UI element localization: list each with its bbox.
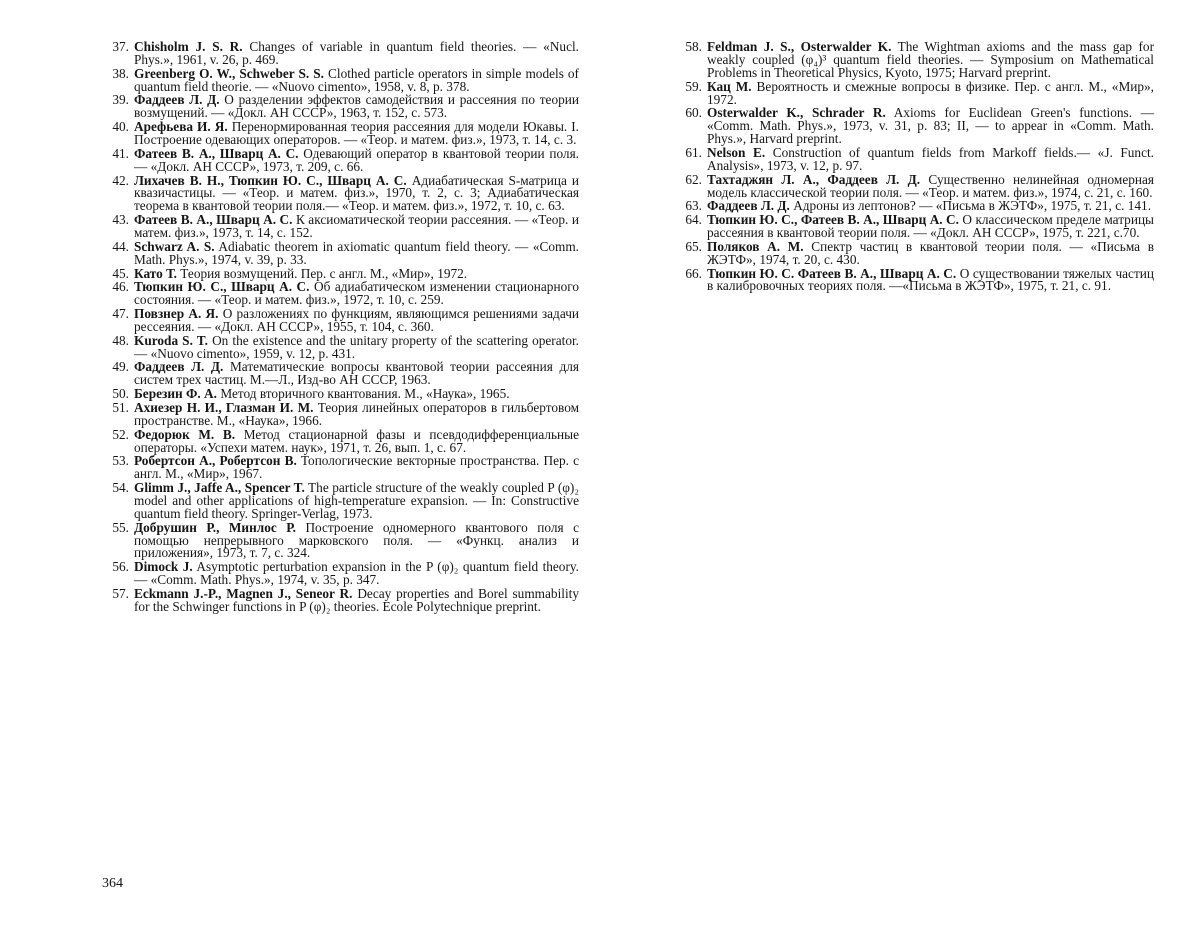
reference-text: Адроны из лептонов? — «Письма в ЖЭТФ», 1975, т. 21, с. 141.: [793, 198, 1152, 214]
reference-body: [129, 561, 579, 587]
reference-entry: [99, 482, 579, 521]
reference-entry: [99, 519, 579, 561]
reference-number: 49.: [112, 359, 129, 375]
reference-authors: Федорюк М. В.: [134, 426, 236, 442]
reference-number: 55.: [112, 519, 129, 535]
reference-number: 59.: [685, 78, 702, 94]
reference-text: Адиабатическая S-матрица и квазичастицы. — «Теор. и матем. физ.», 1970, т. 2, с. 3; Адиабатическая теорема в квантовой теории поля.— «Теор. и матем. физ.», 1972, т. 10, с. 63.: [134, 172, 580, 214]
reference-entry: [99, 172, 580, 214]
reference-authors: Лихачев В. Н., Тюпкин Ю. С., Шварц А. С.: [134, 172, 407, 188]
reference-body: [702, 78, 1154, 107]
reference-number: 62.: [685, 171, 702, 187]
reference-text: О классическом пределе матрицы рассеяния в квантовой теории поля. — «Докл. АН СССР», 1975, т. 221, с.70.: [707, 212, 1154, 241]
reference-authors: Фатеев В. А., Шварц А. С.: [134, 145, 299, 161]
reference-body: [129, 172, 580, 214]
page-number: 364: [102, 876, 123, 891]
reference-authors: Фаддеев Л. Д.: [707, 198, 790, 214]
reference-text: Clothed particle operators in simple models of quantum field theorie. — «Nuovo cimento», 1958, v. 8, p. 378.: [134, 65, 579, 94]
reference-authors: Тюпкин Ю. С., Шварц А. С.: [134, 279, 310, 295]
reference-body: [129, 94, 579, 120]
reference-authors: Chisholm J. S. R.: [134, 39, 243, 54]
reference-number: 51.: [112, 399, 129, 415]
reference-body: [129, 332, 579, 361]
reference-text: Axioms for Euclidean Green's functions. — «Comm. Math. Phys.», 1973, v. 31, p. 83; II, — to appear in «Comm. Math. Phys.», Harvard preprint.: [707, 105, 1154, 147]
reference-text: Одевающий оператор в квантовой теории поля. — «Докл. АН СССР», 1973, т. 209, с. 66.: [134, 145, 580, 174]
reference-authors: Добрушин Р., Минлос Р.: [134, 519, 296, 535]
reference-entry: [99, 121, 579, 147]
reference-text: Construction of quantum fields from Markoff fields.— «J. Funct. Analysis», 1973, v. 12, p. 97.: [707, 144, 1155, 173]
reference-number: 54.: [112, 480, 129, 496]
reference-authors: Поляков А. М.: [707, 238, 804, 254]
reference-text: On the existence and the unitary property of the scattering operator. — «Nuovo cimento», 1959, v. 12, p. 431.: [134, 332, 579, 361]
reference-authors: Тюпкин Ю. С. Фатеев В. А., Шварц А. С.: [707, 265, 957, 281]
reference-text: О разделении эффектов самодействия и рассеяния по теории возмущений. — «Докл. АН СССР», 1963, т. 152, с. 573.: [134, 92, 579, 121]
left-reference-column: [99, 41, 579, 615]
reference-number: 38.: [112, 65, 129, 81]
reference-number: 41.: [112, 145, 129, 161]
reference-text: Спектр частиц в квантовой теории поля. — «Письма в ЖЭТФ», 1974, т. 20, с. 430.: [707, 238, 1154, 267]
reference-text: The Wightman axioms and the mass gap for weakly coupled (φ₄)³ quantum field theories. — Symposium on Mathematical Problems in Theoretical Physics, Kyoto, 1975; Harvard preprint.: [707, 39, 1154, 80]
reference-authors: Eckmann J.-P., Magnen J., Seneor R.: [134, 585, 353, 601]
reference-authors: Березин Ф. А.: [134, 386, 217, 402]
reference-entry: [99, 145, 580, 174]
reference-authors: Робертсон А., Робертсон В.: [134, 453, 297, 469]
reference-body: [702, 238, 1154, 267]
reference-text: О существовании тяжелых частиц в калибровочных теориях поля. —«Письма в ЖЭТФ», 1975, т. 21, с. 91.: [707, 265, 1154, 294]
reference-number: 47.: [112, 306, 129, 322]
reference-number: 42.: [112, 172, 129, 188]
reference-body: [129, 455, 579, 481]
reference-body: [129, 585, 579, 614]
reference-number: 53.: [112, 453, 129, 469]
reference-number: 66.: [685, 265, 702, 281]
reference-body: [129, 399, 580, 428]
reference-entry: [99, 585, 579, 614]
reference-text: Об адиабатическом изменении стационарного состояния. — «Теор. и матем. физ.», 1972, т. 10, с. 259.: [134, 279, 579, 308]
reference-body: [129, 41, 579, 67]
reference-number: 58.: [685, 39, 702, 54]
reference-entry: [99, 361, 579, 387]
reference-body: [702, 41, 1154, 80]
reference-authors: Dimock J.: [134, 559, 193, 575]
reference-text: The particle structure of the weakly coupled P (φ)₂ model and other applications of high-temperature expansion. — In: Constructive quantum field theory. Springer-Verlag, 1973.: [134, 480, 579, 521]
reference-authors: Schwarz A. S.: [134, 238, 215, 254]
reference-entry: [672, 238, 1154, 267]
reference-text: Adiabatic theorem in axiomatic quantum field theory. — «Comm. Math. Phys.», 1974, v. 39, p. 33.: [134, 238, 580, 267]
reference-text: Asymptotic perturbation expansion in the P (φ)₂ quantum field theory. — «Comm. Math. Phys.», 1974, v. 35, p. 347.: [134, 559, 579, 588]
reference-body: [129, 361, 579, 387]
reference-number: 45.: [112, 265, 129, 281]
reference-authors: Тахтаджян Л. А., Фаддеев Л. Д.: [707, 171, 921, 187]
reference-entry: [99, 94, 579, 120]
reference-authors: Glimm J., Jaffe A., Spencer T.: [134, 480, 305, 496]
reference-entry: [672, 144, 1155, 173]
reference-entry: [99, 65, 579, 94]
reference-entry: [672, 171, 1154, 200]
reference-number: 56.: [112, 559, 129, 575]
reference-authors: Повзнер А. Я.: [134, 306, 219, 322]
reference-body: [129, 308, 579, 334]
reference-text: Метод стационарной фазы и псевдодифференциальные операторы. «Успехи матем. наук», 1971, т. 26, вып. 1, с. 67.: [134, 426, 579, 455]
reference-number: 48.: [112, 332, 129, 348]
reference-text: О разложениях по функциям, являющимся решениями задачи рессеяния. — «Докл. АН СССР», 1955, т. 104, с. 360.: [134, 306, 579, 334]
reference-body: [702, 107, 1154, 146]
reference-entry: [672, 265, 1154, 294]
reference-number: 61.: [685, 144, 702, 160]
reference-number: 65.: [685, 238, 702, 254]
reference-text: Построение одномерного квантового поля с помощью непрерывного марковского поля. — «Функц. анализ и приложения», 1973, т. 7, с. 324.: [134, 519, 579, 561]
reference-entry: [672, 78, 1154, 107]
reference-entry: [99, 281, 579, 307]
reference-authors: Кац М.: [707, 78, 752, 94]
reference-body: [129, 238, 580, 267]
reference-number: 37.: [112, 39, 129, 54]
reference-entry: [672, 107, 1154, 146]
reference-text: Decay properties and Borel summability for the Schwinger functions in P (φ)₂ theories. Ecole Polytechnique preprint.: [134, 585, 579, 614]
reference-text: Вероятность и смежные вопросы в физике. Пер. с англ. М., «Мир», 1972.: [707, 78, 1154, 107]
reference-body: [129, 519, 579, 561]
reference-number: 46.: [112, 279, 129, 295]
reference-entry: [99, 238, 580, 267]
reference-text: Теория возмущений. Пер. с англ. М., «Мир», 1972.: [180, 265, 468, 281]
reference-authors: Фаддеев Л. Д.: [134, 359, 224, 375]
reference-body: [129, 281, 579, 307]
reference-text: Математические вопросы квантовой теории рассеяния для систем трех частиц. М.—Л., Изд-во АН СССР, 1963.: [134, 359, 579, 388]
reference-body: [702, 144, 1155, 173]
reference-entry: [99, 332, 579, 361]
reference-text: Перенормированная теория рассеяния для модели Юкавы. I. Построение одевающих операторов. — «Теор. и матем. физ.», 1973, т. 14, с. 3.: [134, 119, 579, 148]
reference-body: [129, 482, 579, 521]
reference-authors: Фатеев В. А., Шварц А. С.: [134, 212, 293, 228]
reference-number: 63.: [685, 198, 702, 214]
reference-body: [129, 65, 579, 94]
reference-authors: Ахиезер Н. И., Глазман И. М.: [134, 399, 314, 415]
reference-number: 44.: [112, 238, 129, 254]
reference-entry: [99, 561, 579, 587]
reference-authors: Фаддеев Л. Д.: [134, 92, 220, 108]
reference-authors: Feldman J. S., Osterwalder K.: [707, 39, 892, 54]
reference-body: [702, 265, 1154, 294]
reference-number: 43.: [112, 212, 129, 228]
reference-number: 57.: [112, 585, 129, 601]
reference-number: 60.: [685, 105, 702, 121]
reference-authors: Като Т.: [134, 265, 177, 281]
reference-authors: Арефьева И. Я.: [134, 119, 228, 135]
reference-authors: Osterwalder K., Schrader R.: [707, 105, 886, 121]
reference-body: [129, 145, 580, 174]
reference-text: Теория линейных операторов в гильбертовом пространстве. М., «Наука», 1966.: [134, 399, 580, 428]
reference-text: К аксиоматической теории рассеяния. — «Теор. и матем. физ.», 1973, т. 14, с. 152.: [134, 212, 579, 241]
reference-number: 52.: [112, 426, 129, 442]
reference-entry: [99, 426, 579, 455]
right-reference-column: [672, 41, 1154, 294]
reference-body: [129, 121, 579, 147]
reference-body: [129, 214, 579, 240]
reference-entry: [99, 399, 580, 428]
reference-text: Топологические векторные пространства. Пер. с англ. М., «Мир», 1967.: [134, 453, 579, 482]
reference-entry: [99, 308, 579, 334]
reference-entry: [672, 41, 1154, 80]
reference-authors: Тюпкин Ю. С., Фатеев В. А., Шварц А. С.: [707, 212, 959, 228]
reference-body: [702, 214, 1154, 240]
reference-authors: Kuroda S. T.: [134, 332, 208, 348]
reference-body: [702, 171, 1154, 200]
reference-body: [129, 426, 579, 455]
reference-entry: [99, 455, 579, 481]
reference-entry: [99, 41, 579, 67]
reference-text: Существенно нелинейная одномерная модель классической теории поля. — «Теор. и матем. физ.», 1974, с. 21, с. 160.: [707, 171, 1154, 200]
reference-entry: [672, 214, 1154, 240]
reference-text: Changes of variable in quantum field theories. — «Nucl. Phys.», 1961, v. 26, p. 469.: [134, 39, 579, 67]
reference-number: 64.: [685, 212, 702, 228]
reference-entry: [99, 214, 579, 240]
reference-number: 50.: [112, 386, 129, 402]
reference-text: Метод вторичного квантования. М., «Наука», 1965.: [220, 386, 510, 402]
reference-authors: Nelson E.: [707, 144, 766, 160]
reference-number: 40.: [112, 119, 129, 135]
reference-number: 39.: [112, 92, 129, 108]
reference-authors: Greenberg O. W., Schweber S. S.: [134, 65, 324, 81]
